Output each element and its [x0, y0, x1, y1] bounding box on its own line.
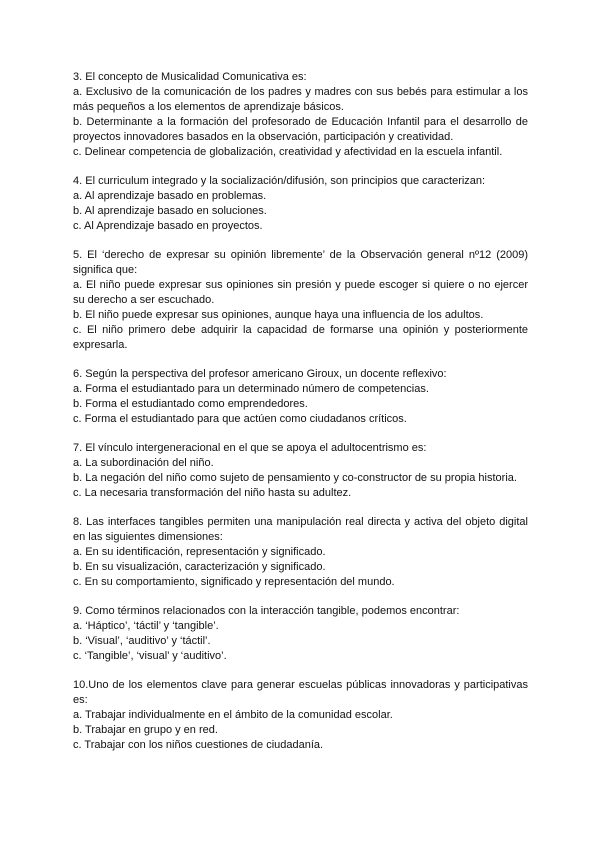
option-a: a. Exclusivo de la comunicación de los padres y madres con sus bebés para estimular a los más pequeños a los elementos de aprendizaje básicos.: [73, 86, 528, 113]
option-b: b. Al aprendizaje basado en soluciones.: [73, 205, 267, 217]
option-b: b. ‘Visual’, ‘auditivo’ y ‘táctil’.: [73, 635, 211, 647]
option-a: a. ‘Háptico’, ‘táctil’ y ‘tangible’.: [73, 620, 219, 632]
question-6: [73, 367, 528, 427]
option-c: c. La necesaria transformación del niño hasta su adultez.: [73, 487, 352, 499]
option-c: c. Forma el estudiantado para que actúen como ciudadanos críticos.: [73, 413, 407, 425]
question-5: [73, 248, 528, 353]
option-c: c. En su comportamiento, significado y representación del mundo.: [73, 576, 395, 588]
option-a: a. Trabajar individualmente en el ámbito de la comunidad escolar.: [73, 709, 393, 721]
question-stem: 5. El ‘derecho de expresar su opinión libremente’ de la Observación general nº12 (2009) significa que:: [73, 249, 528, 276]
question-stem: 9. Como términos relacionados con la interacción tangible, podemos encontrar:: [73, 605, 460, 617]
option-b: b. En su visualización, caracterización y significado.: [73, 561, 326, 573]
question-stem: 3. El concepto de Musicalidad Comunicativa es:: [73, 71, 307, 83]
question-9: [73, 604, 528, 664]
question-stem: 8. Las interfaces tangibles permiten una manipulación real directa y activa del objeto digital en las siguientes dimensiones:: [73, 516, 528, 543]
question-4: [73, 174, 528, 234]
option-a: a. Forma el estudiantado para un determinado número de competencias.: [73, 383, 429, 395]
option-a: a. La subordinación del niño.: [73, 457, 214, 469]
question-10: [73, 678, 528, 753]
question-stem: 7. El vínculo intergeneracional en el que se apoya el adultocentrismo es:: [73, 442, 427, 454]
option-b: b. Determinante a la formación del profesorado de Educación Infantil para el desarrollo de proyectos innovadores basados en la observación, participación y creatividad.: [73, 116, 528, 143]
option-a: a. El niño puede expresar sus opiniones sin presión y puede escoger si quiere o no ejercer su derecho a ser escuchado.: [73, 279, 528, 306]
option-a: a. En su identificación, representación y significado.: [73, 546, 326, 558]
question-stem: 6. Según la perspectiva del profesor americano Giroux, un docente reflexivo:: [73, 368, 447, 380]
question-3: [73, 70, 528, 160]
option-c: c. ‘Tangible’, ‘visual’ y ‘auditivo’.: [73, 650, 227, 662]
question-stem: 4. El curriculum integrado y la socialización/difusión, son principios que caracterizan:: [73, 175, 486, 187]
option-c: c. El niño primero debe adquirir la capacidad de formarse una opinión y posteriormente expresarla.: [73, 324, 528, 351]
option-c: c. Trabajar con los niños cuestiones de ciudadanía.: [73, 739, 324, 751]
option-b: b. Forma el estudiantado como emprendedores.: [73, 398, 308, 410]
option-b: b. La negación del niño como sujeto de pensamiento y co-constructor de su propia historia.: [73, 472, 517, 484]
option-b: b. Trabajar en grupo y en red.: [73, 724, 218, 736]
option-c: c. Delinear competencia de globalización, creatividad y afectividad en la escuela infantil.: [73, 146, 503, 158]
option-b: b. El niño puede expresar sus opiniones, aunque haya una influencia de los adultos.: [73, 309, 484, 321]
question-8: [73, 515, 528, 590]
question-7: [73, 441, 528, 501]
question-stem: 10.Uno de los elementos clave para generar escuelas públicas innovadoras y participativas es:: [73, 679, 528, 706]
option-a: a. Al aprendizaje basado en problemas.: [73, 190, 267, 202]
option-c: c. Al Aprendizaje basado en proyectos.: [73, 220, 263, 232]
